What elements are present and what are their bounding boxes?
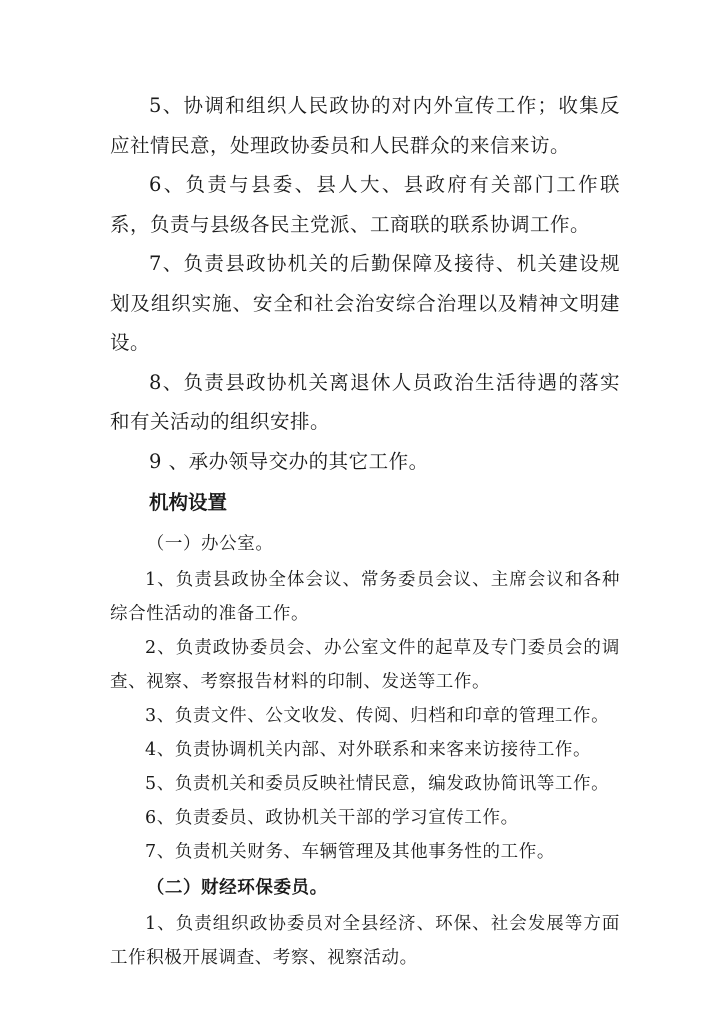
office-item-5: 5、负责机关和委员反映社情民意，编发政协简讯等工作。 (145, 774, 610, 794)
document-page (110, 86, 620, 975)
office-item-1: 1、负责县政协全体会议、常务委员会议、主席会议和各种综合性活动的准备工作。 (110, 570, 620, 624)
duty-paragraph-6: 6、负责与县委、县人大、县政府有关部门工作联系，负责与县级各民主党派、工商联的联系协调工作。 (110, 173, 620, 236)
duty-paragraph-9: 9 、承办领导交办的其它工作。 (149, 449, 429, 473)
finance-item-1: 1、负责组织政协委员对全县经济、环保、社会发展等方面工作积极开展调查、考察、视察活动。 (110, 914, 620, 968)
duty-paragraph-5: 5、协调和组织人民政协的对内外宣传工作；收集反应社情民意，处理政协委员和人民群众的来信来访。 (110, 94, 620, 157)
office-section-title: （一）办公室。 (146, 534, 274, 554)
org-heading: 机构设置 (149, 491, 228, 514)
office-item-7: 7、负责机关财务、车辆管理及其他事务性的工作。 (145, 842, 555, 862)
office-item-4: 4、负责协调机关内部、对外联系和来客来访接待工作。 (145, 740, 592, 760)
office-item-2: 2、负责政协委员会、办公室文件的起草及专门委员会的调查、视察、考察报告材料的印制、发送等工作。 (110, 638, 620, 692)
duty-paragraph-7: 7、负责县政协机关的后勤保障及接待、机关建设规划及组织实施、安全和社会治安综合治理以及精神文明建设。 (110, 252, 620, 354)
duty-paragraph-8: 8、负责县政协机关离退休人员政治生活待遇的落实和有关活动的组织安排。 (110, 370, 620, 433)
finance-section-title: （二）财经环保委员。 (146, 878, 328, 898)
office-item-6: 6、负责委员、政协机关干部的学习宣传工作。 (145, 808, 519, 828)
office-item-3: 3、负责文件、公文收发、传阅、归档和印章的管理工作。 (145, 706, 610, 726)
